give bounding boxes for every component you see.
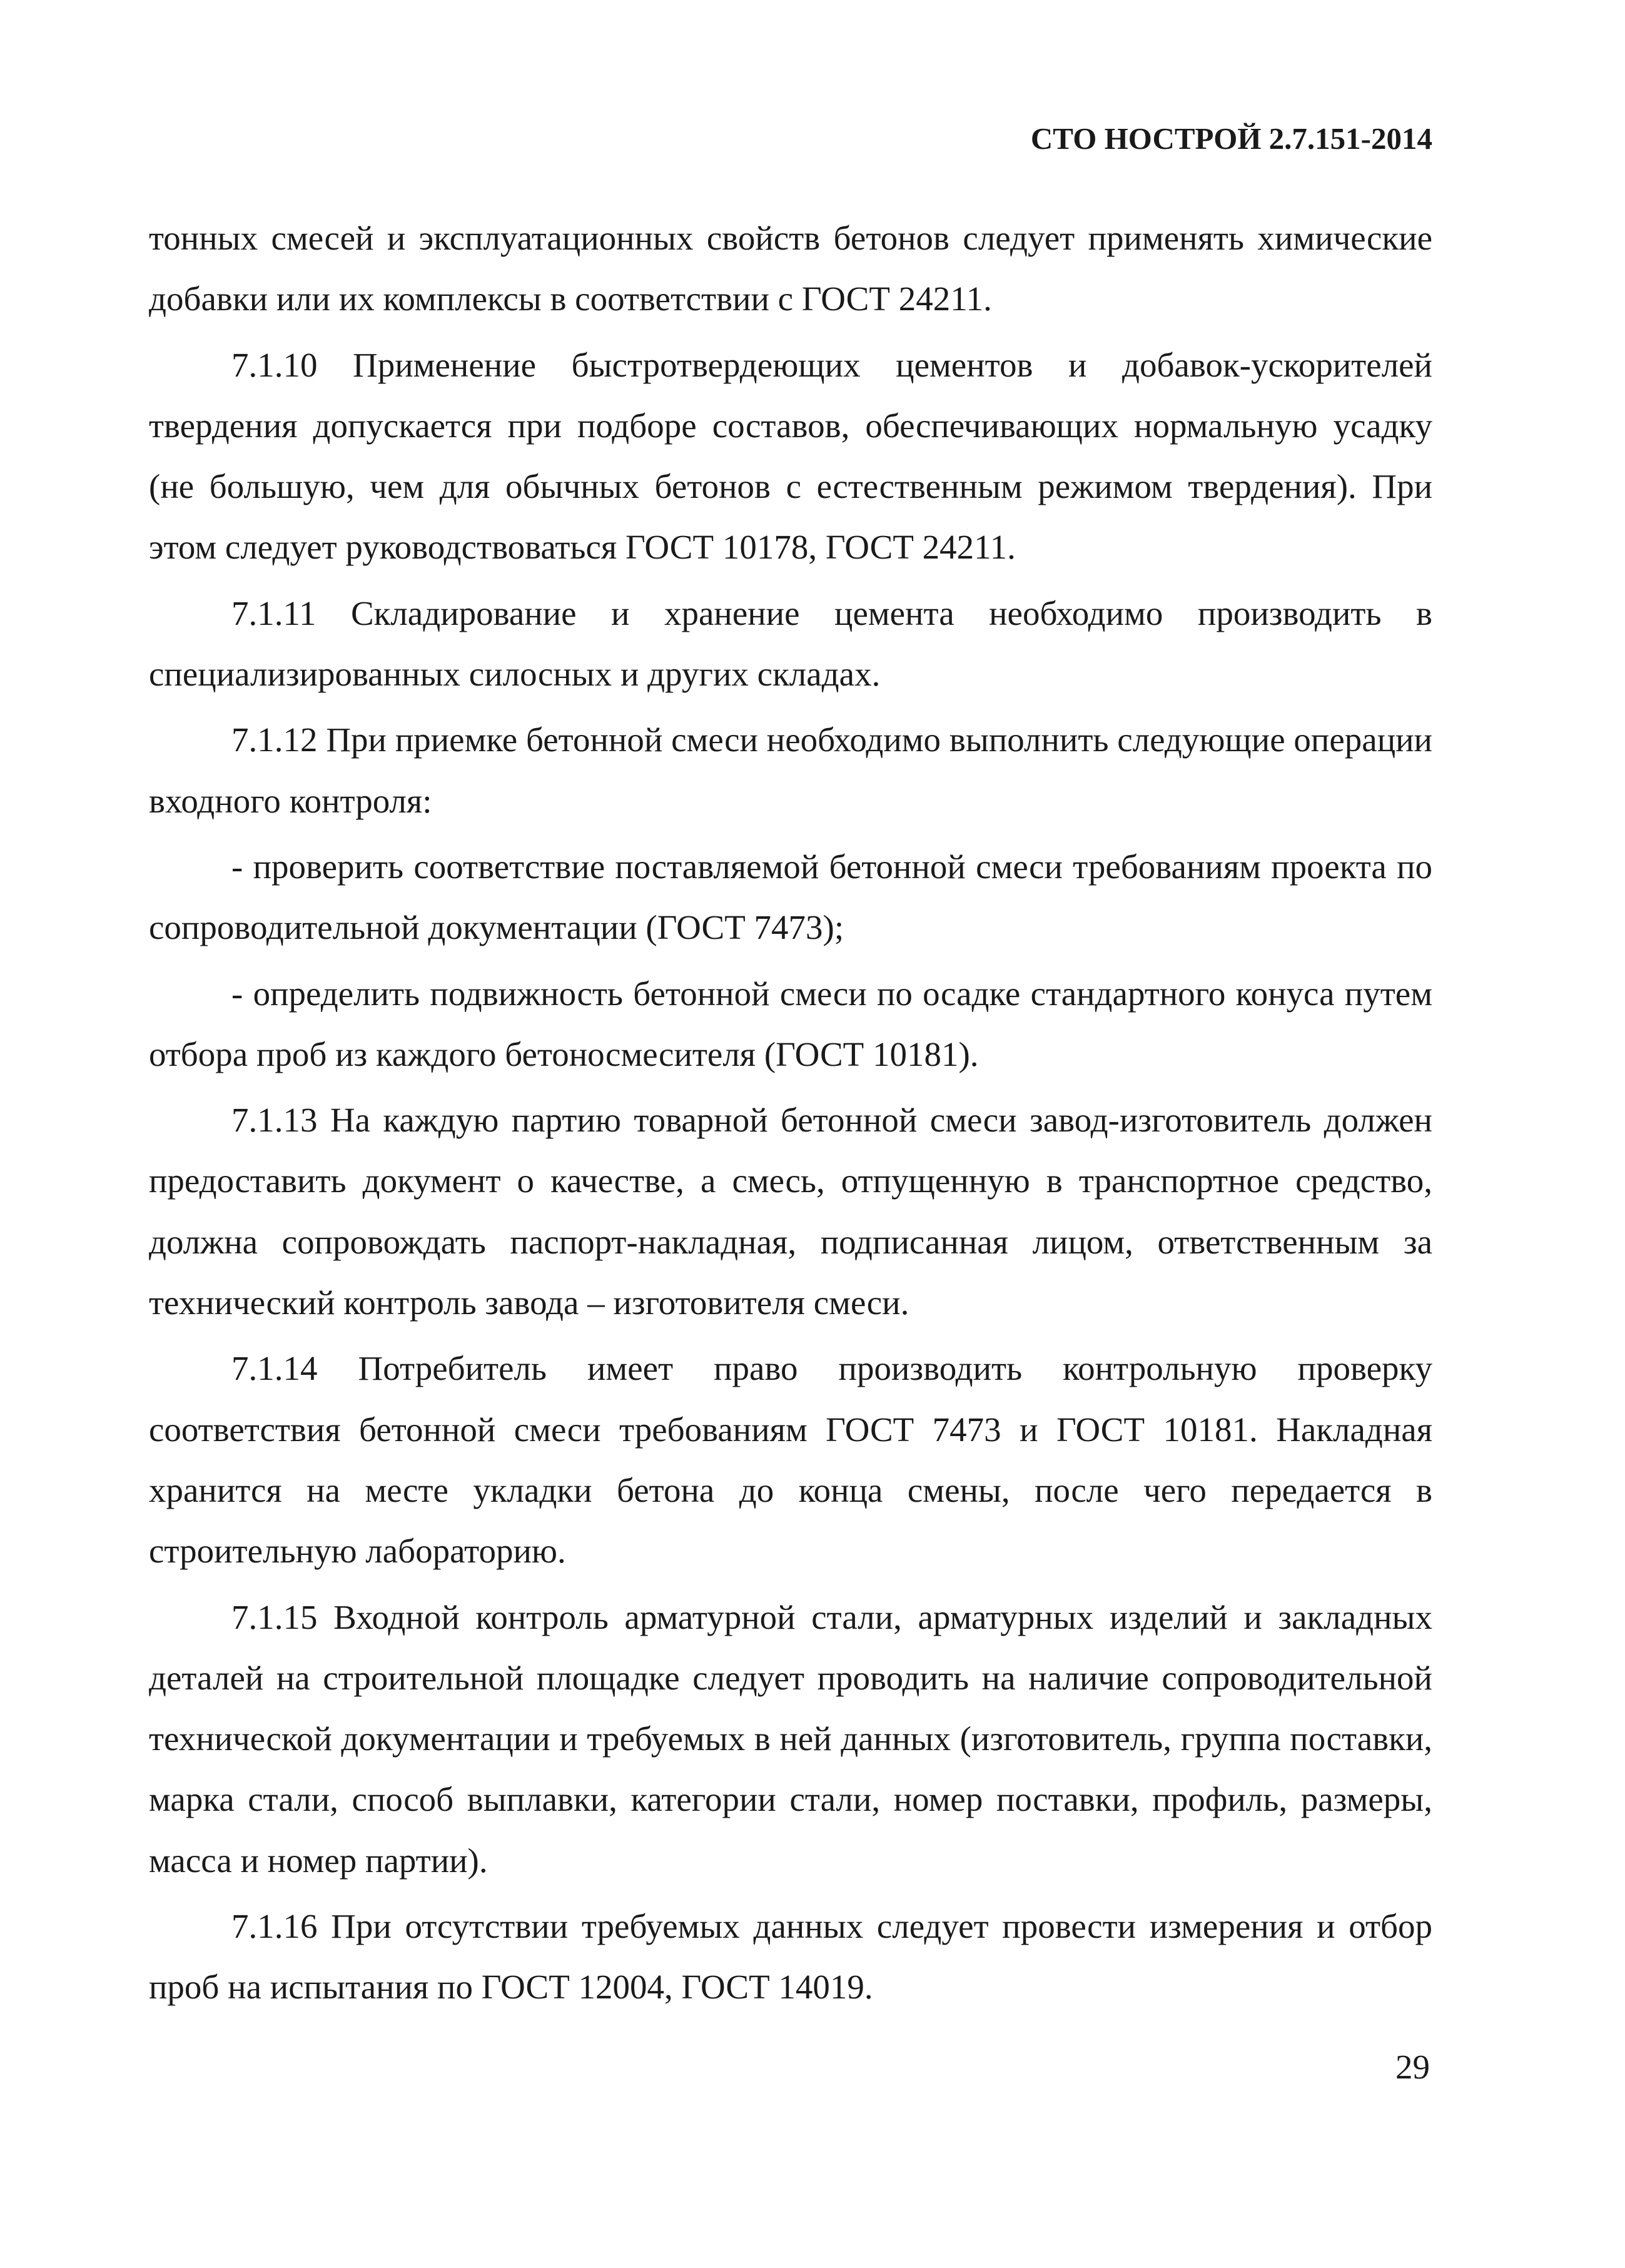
paragraph-7-1-10: 7.1.10 Применение быстротвердеющих цементов и добавок-ускорителей твердения допускается при подборе составов, обеспечивающих нормальную усадку (не большую, чем для обычных бетонов с естественным режимом твердения). При этом следует руководствоваться ГОСТ 10178, ГОСТ 24211. (149, 345, 1432, 567)
paragraph-7-1-12: 7.1.12 При приемке бетонной смеси необходимо выполнить следующие операции входного контроля: (149, 721, 1432, 820)
paragraph-7-1-15: 7.1.15 Входной контроль арматурной стали, арматурных изделий и закладных деталей на строительной площадке следует проводить на наличие сопроводительной технической документации и требуемых в ней данных (изготовитель, группа поставки, марка стали, способ выплавки, категории стали, номер поставки, профиль, размеры, масса и номер партии). (149, 1597, 1432, 1880)
paragraph-7-1-11: 7.1.11 Складирование и хранение цемента необходимо производить в специализированных силосных и других складах. (149, 594, 1432, 694)
list-item-check-compliance: - проверить соответствие поставляемой бетонной смеси требованиям проекта по сопроводительной документации (ГОСТ 7473); (149, 847, 1432, 947)
paragraph-7-1-13: 7.1.13 На каждую партию товарной бетонной смеси завод-изготовитель должен предоставить документ о качестве, а смесь, отпущенную в транспортное средство, должна сопровождать паспорт-накладная, подписанная лицом, ответственным за технический контроль завода – изготовителя смеси. (149, 1101, 1432, 1322)
body-text (149, 208, 1432, 2018)
document-code-header: СТО НОСТРОЙ 2.7.151-2014 (1030, 121, 1432, 156)
paragraph-7-1-14: 7.1.14 Потребитель имеет право производить контрольную проверку соответствия бетонной смеси требованиям ГОСТ 7473 и ГОСТ 10181. Накладная хранится на месте укладки бетона до конца смены, после чего передается в строительную лабораторию. (149, 1349, 1432, 1571)
paragraph-continuation: тонных смесей и эксплуатационных свойств бетонов следует применять химические добавки или их комплексы в соответствии с ГОСТ 24211. (149, 219, 1432, 318)
page-number: 29 (1395, 2048, 1430, 2086)
list-item-determine-mobility: - определить подвижность бетонной смеси по осадке стандартного конуса путем отбора проб из каждого бетоносмесителя (ГОСТ 10181). (149, 974, 1432, 1073)
paragraph-7-1-16: 7.1.16 При отсутствии требуемых данных следует провести измерения и отбор проб на испытания по ГОСТ 12004, ГОСТ 14019. (149, 1907, 1432, 2007)
